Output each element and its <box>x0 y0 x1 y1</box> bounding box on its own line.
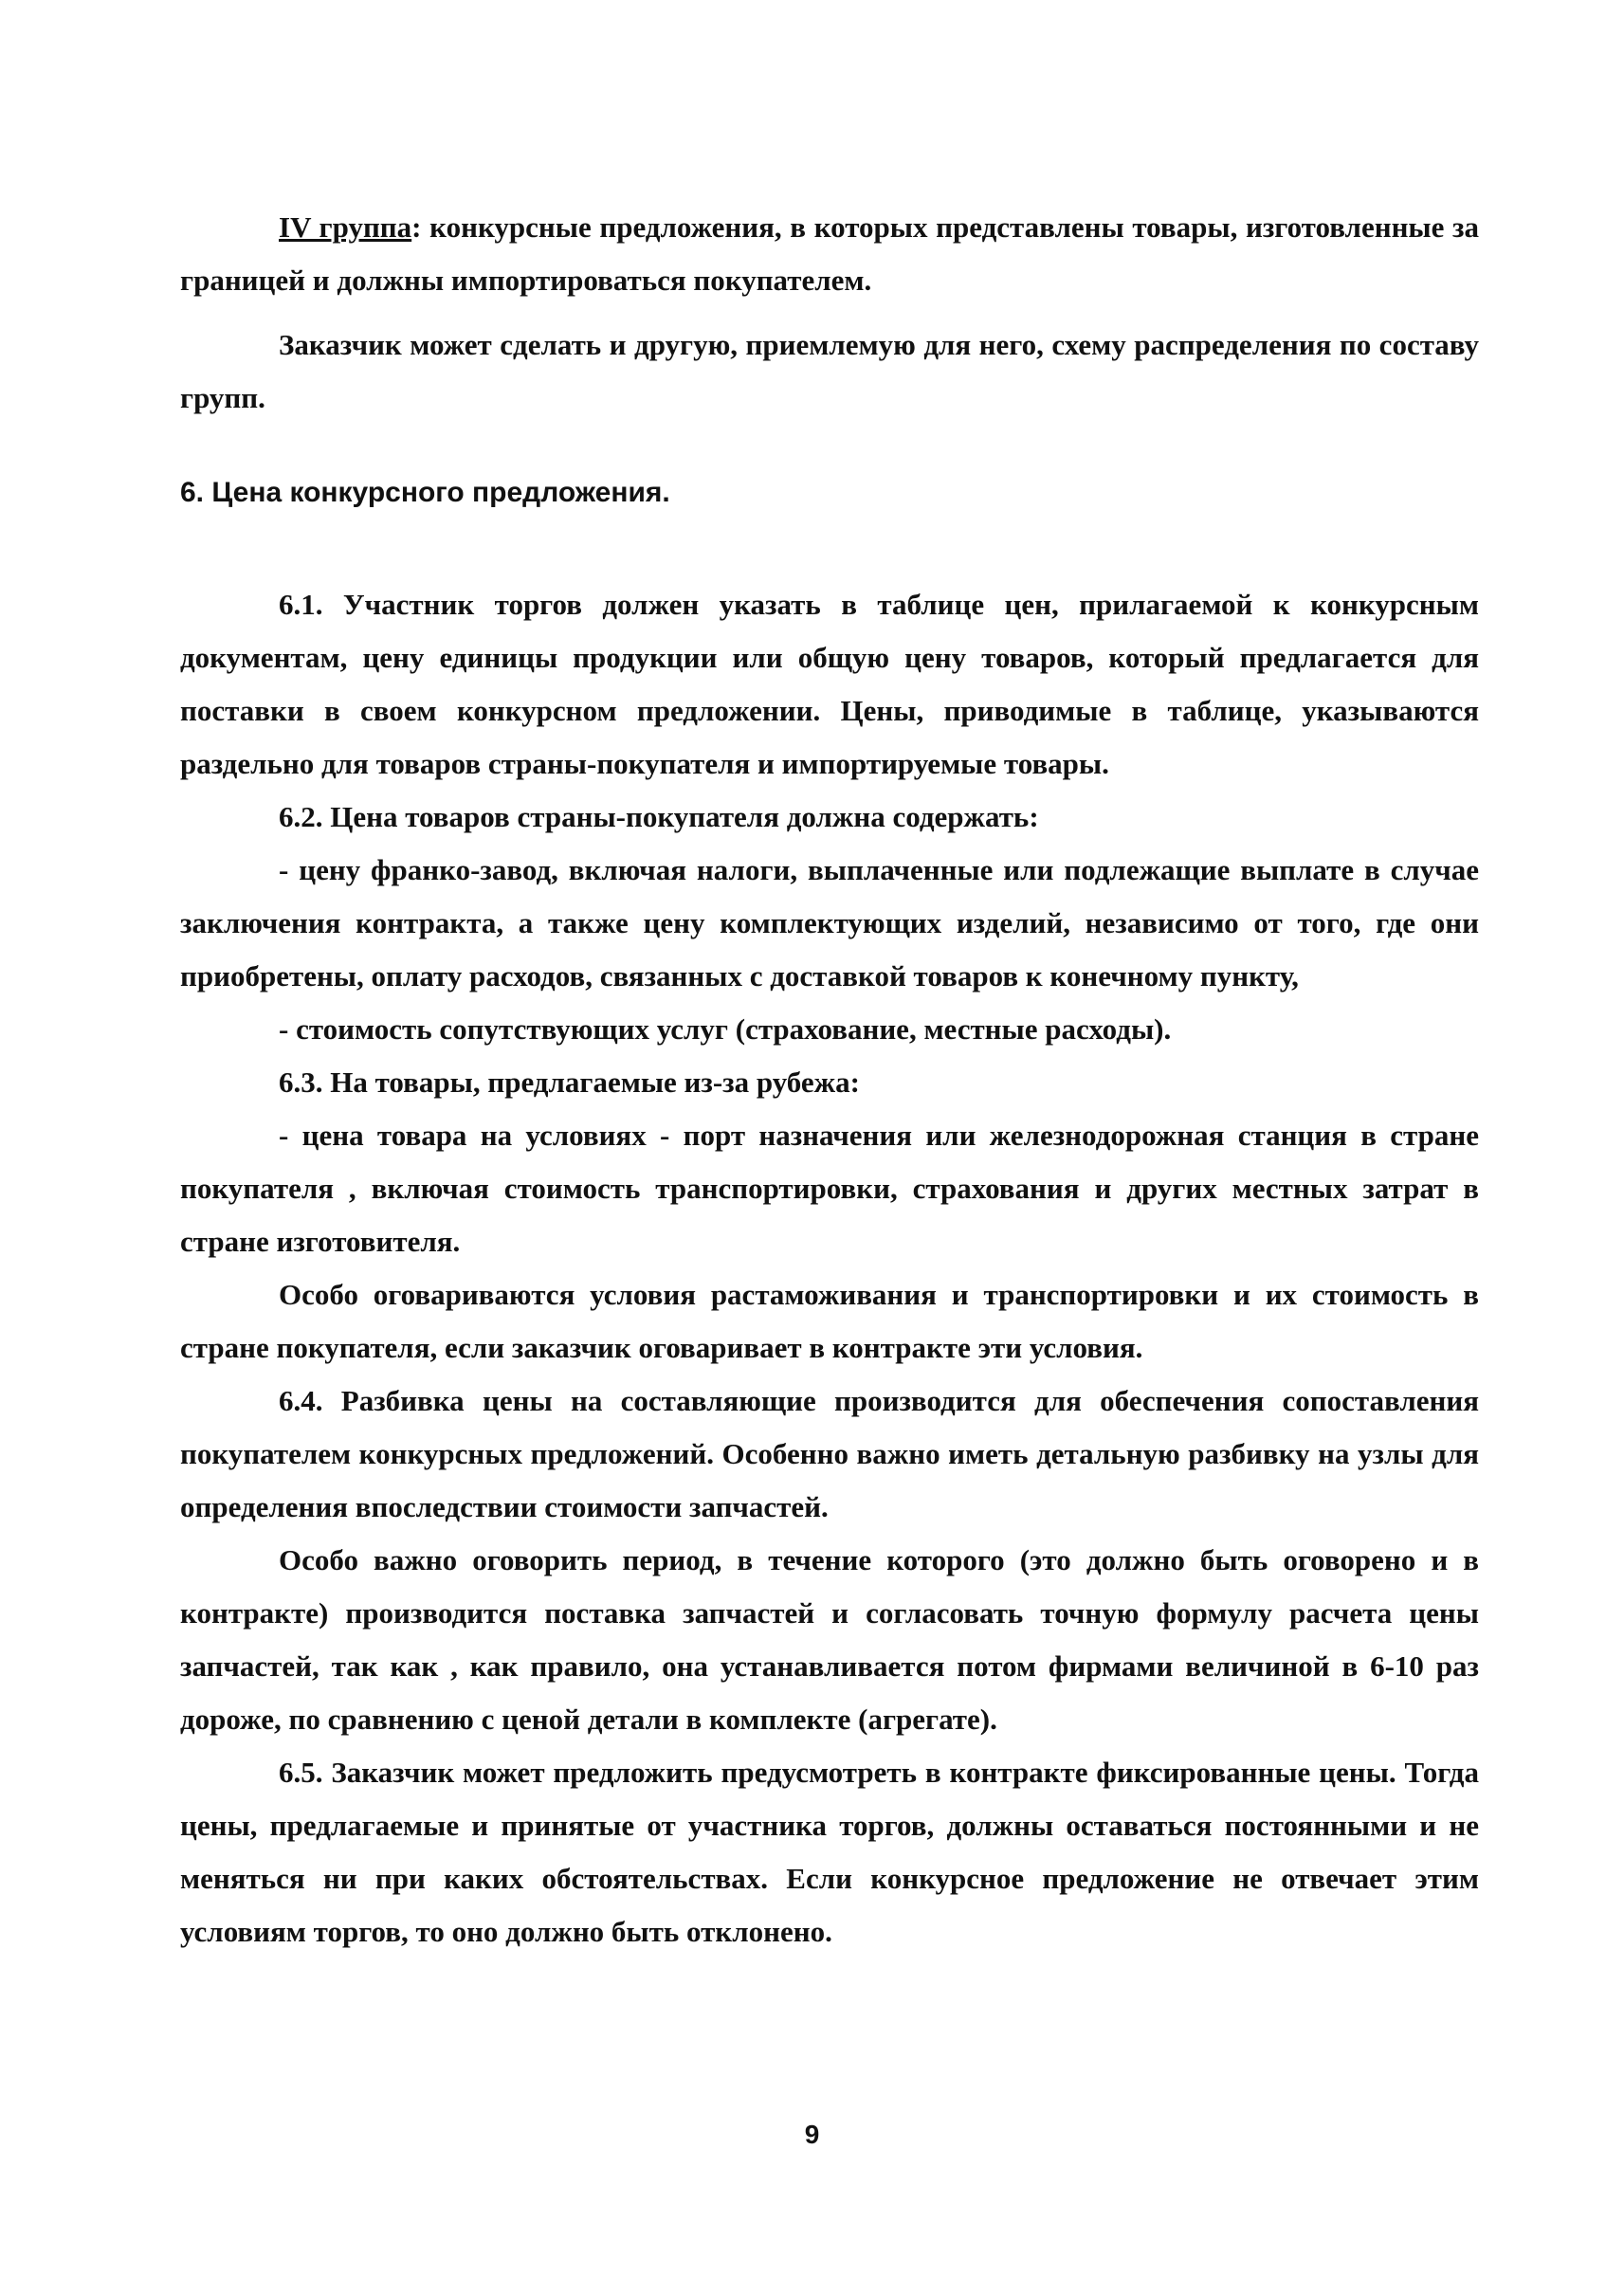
paragraph-6-3-item-1: - цена товара на условиях - порт назначения или железнодорожная станция в стране покупателя , включая стоимость транспортировки, страхования и других местных затрат в стране изготовителя. <box>180 1119 1479 1258</box>
page-number: 9 <box>804 2120 820 2149</box>
paragraph-6-4: 6.4. Разбивка цены на составляющие производится для обеспечения сопоставления покупателем конкурсных предложений. Особенно важно иметь детальную разбивку на узлы для определения впоследствии стоимости запчастей. <box>180 1384 1479 1523</box>
section-body <box>180 578 1479 1958</box>
paragraph-6-1: 6.1. Участник торгов должен указать в таблице цен, прилагаемой к конкурсным документам, цену единицы продукции или общую цену товаров, который предлагается для поставки в своем конкурсном предложении. Цены, приводимые в таблице, указываются раздельно для товаров страны-покупателя и импортируемые товары. <box>180 588 1479 780</box>
section-title: 6. Цена конкурсного предложения. <box>180 477 670 508</box>
group-iv-paragraph <box>180 201 1479 307</box>
group-iv-label: IV группа <box>279 210 412 244</box>
paragraph-6-2-item-1: - цену франко-завод, включая налоги, выплаченные или подлежащие выплате в случае заключения контракта, а также цену комплектующих изделий, независимо от того, где они приобретены, оплату расходов, связанных с доставкой товаров к конечному пункту, <box>180 853 1479 993</box>
customer-note-paragraph: Заказчик может сделать и другую, приемлемую для него, схему распределения по составу групп. <box>180 328 1479 414</box>
paragraph-spare-parts: Особо важно оговорить период, в течение которого (это должно быть оговорено и в контракте) производится поставка запчастей и согласовать точную формулу расчета цены запчастей, так как , как правило, она устанавливается потом фирмами величиной в 6-10 раз дороже, по сравнению с ценой детали в комплекте (агрегате). <box>180 1543 1479 1736</box>
group-iv-text: : конкурсные предложения, в которых представлены товары, изготовленные за границей и должны импортироваться покупателем. <box>180 210 1479 297</box>
paragraph-6-2: 6.2. Цена товаров страны-покупателя должна содержать: <box>279 800 1039 833</box>
paragraph-6-5: 6.5. Заказчик может предложить предусмотреть в контракте фиксированные цены. Тогда цены, предлагаемые и принятые от участника торгов, должны оставаться постоянными и не меняться ни при каких обстоятельствах. Если конкурсное предложение не отвечает этим условиям торгов, то оно должно быть отклонено. <box>180 1756 1479 1948</box>
paragraph-6-2-item-2: - стоимость сопутствующих услуг (страхование, местные расходы). <box>279 1012 1172 1046</box>
paragraph-6-3: 6.3. На товары, предлагаемые из-за рубежа: <box>279 1066 860 1099</box>
intro-block <box>180 201 1479 425</box>
paragraph-customs: Особо оговариваются условия растаможивания и транспортировки и их стоимость в стране покупателя, если заказчик оговаривает в контракте эти условия. <box>180 1278 1479 1364</box>
